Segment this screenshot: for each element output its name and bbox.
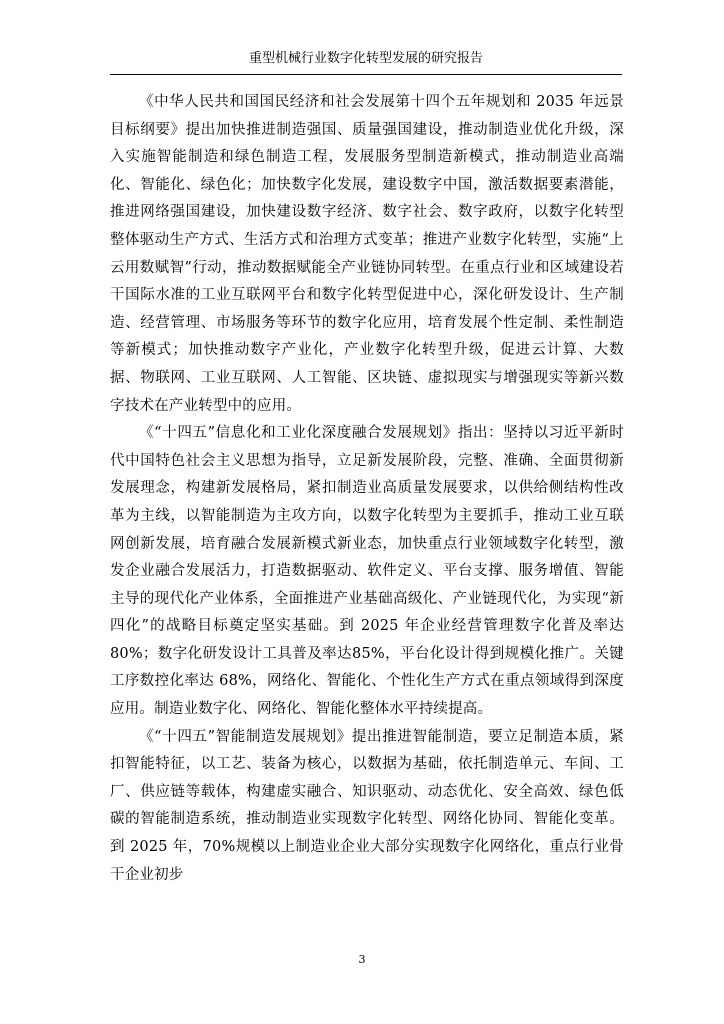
page-number: 3 <box>358 953 366 966</box>
running-header-title: 重型机械行业数字化转型发展的研究报告 <box>248 51 483 66</box>
paragraph-outline-plan: 《中华人民共和国国民经济和社会发展第十四个五年规划和 2035 年远景目标纲要》提出加快推进制造强国、质量强国建设，推动制造业优化升级，深入实施智能制造和绿色制造工程，发展服务型制造新模式，推动制造业高端化、智能化、绿色化；加快数字化发展，建设数字中国，激活数据要素潜能，推进网络强国建设，加快建设数字经济、数字社会、数字政府，以数字化转型整体驱动生产方式、生活方式和治理方式变革；推进产业数字化转型，实施“上云用数赋智”行动，推动数据赋能全产业链协同转型。在重点行业和区域建设若干国际水准的工业互联网平台和数字化转型促进中心，深化研发设计、生产制造、经营管理、市场服务等环节的数字化应用，培育发展个性定制、柔性制造等新模式；加快推动数字产业化，产业数字化转型升级，促进云计算、大数据、物联网、工业互联网、人工智能、区块链、虚拟现实与增强现实等新兴数字技术在产业转型中的应用。 <box>110 94 624 414</box>
body-text <box>110 89 624 889</box>
header-divider <box>110 74 622 75</box>
paragraph-smart-manufacturing-plan: 《“十四五”智能制造发展规划》提出推进智能制造，要立足制造本质，紧扣智能特征，以工艺、装备为核心，以数据为基础，依托制造单元、车间、工厂、供应链等载体，构建虚实融合、知识驱动、动态优化、安全高效、绿色低碳的智能制造系统，推动制造业实现数字化转型、网络化协同、智能化变革。到 2025 年，70%规模以上制造业企业大部分实现数字化网络化，重点行业骨干企业初步 <box>110 728 624 883</box>
paragraph-integration-plan: 《“十四五”信息化和工业化深度融合发展规划》指出：坚持以习近平新时代中国特色社会主义思想为指导，立足新发展阶段，完整、准确、全面贯彻新发展理念，构建新发展格局，紧扣制造业高质量发展要求，以供给侧结构性改革为主线，以智能制造为主攻方向，以数字化转型为主要抓手，推动工业互联网创新发展，培育融合发展新模式新业态，加快重点行业领域数字化转型，激发企业融合发展活力，打造数据驱动、软件定义、平台支撑、服务增值、智能主导的现代化产业体系，全面推进产业基础高级化、产业链现代化，为实现“新四化”的战略目标奠定坚实基础。到 2025 年企业经营管理数字化普及率达 80%；数字化研发设计工具普及率达85%，平台化设计得到规模化推广。关键工序数控化率达 68%，网络化、智能化、个性化生产方式在重点领域得到深度应用。制造业数字化、网络化、智能化整体水平持续提高。 <box>110 425 624 718</box>
